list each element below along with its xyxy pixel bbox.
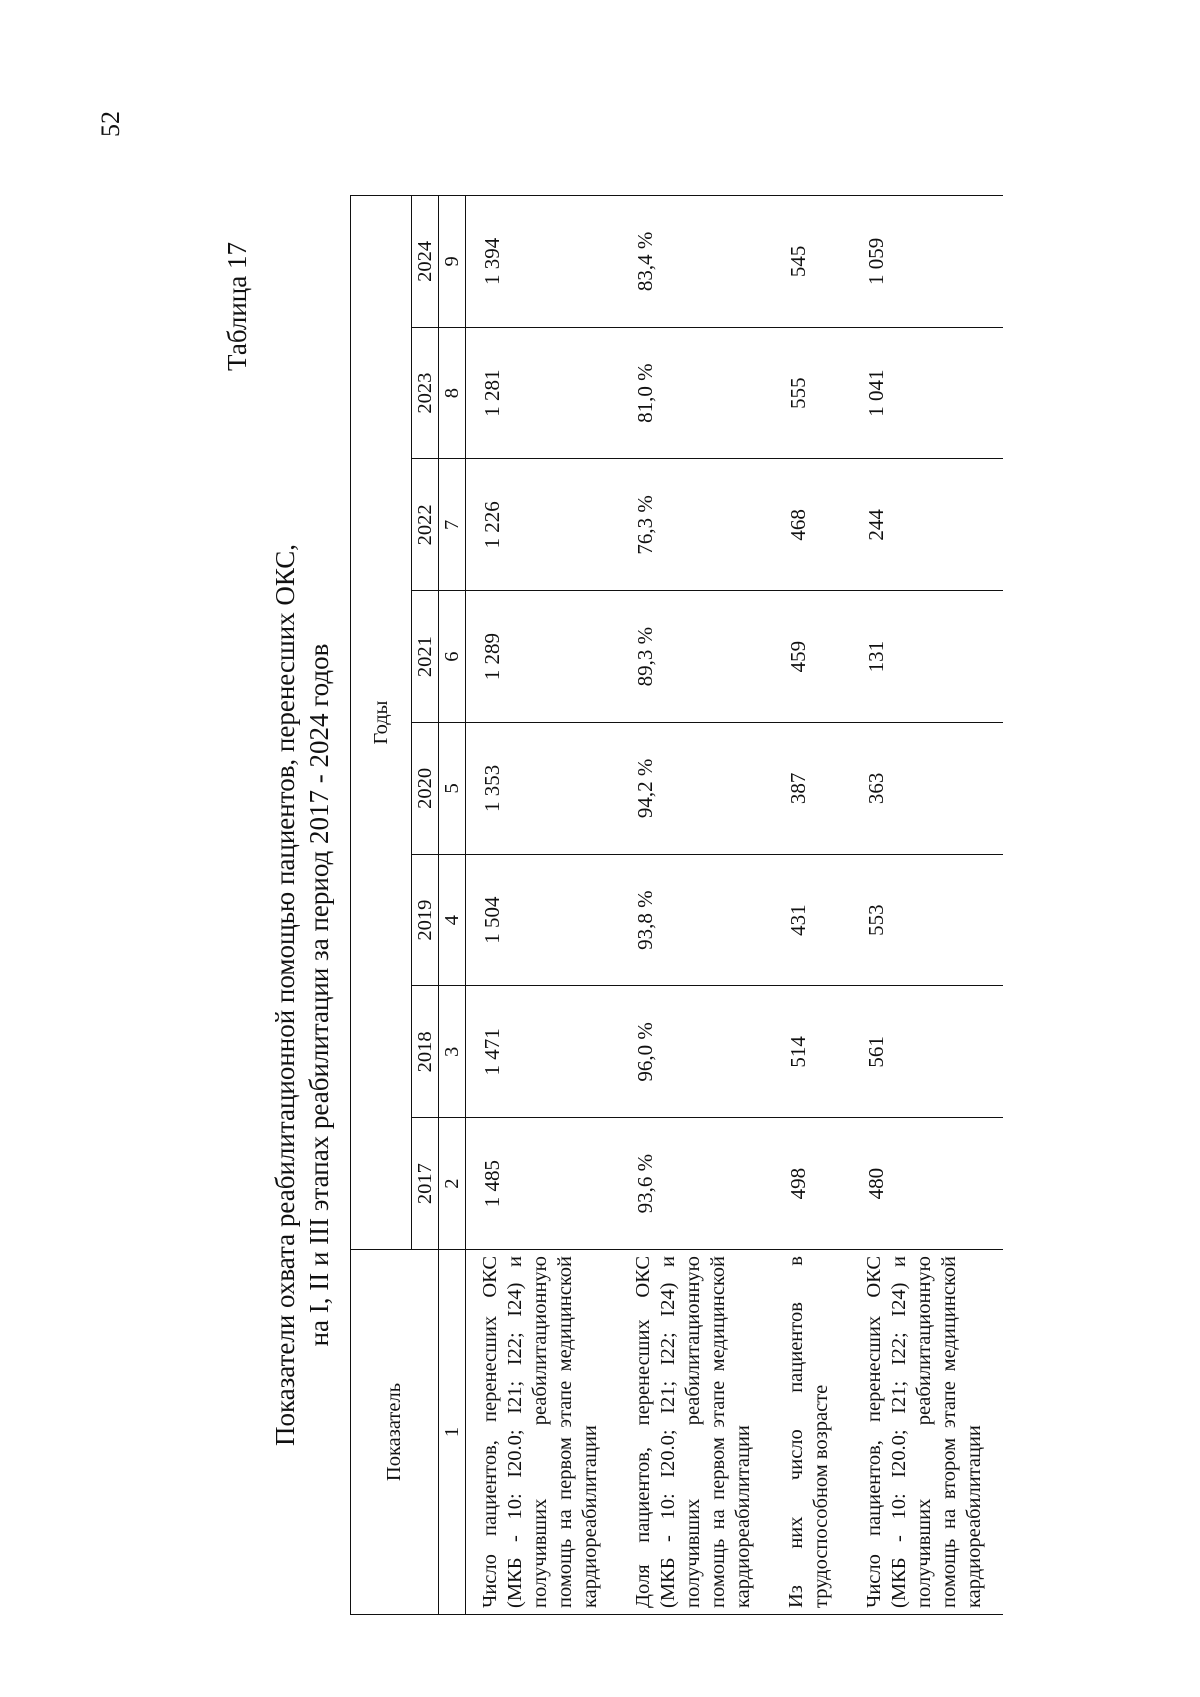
row-label: Число пациентов, перенесших ОКС (МКБ - 10: I20.0; I21; I22; I24) и получивших реабилитационную помощь на первом этапе медицинской кардиореабилитации <box>466 1250 620 1615</box>
year-header: 2019 <box>412 854 439 986</box>
row-label: Число пациентов, перенесших ОКС (МКБ - 10: I20.0; I21; I22; I24) и получивших реабилитационную помощь на втором этапе медицинской кардиореабилитации <box>850 1250 1003 1615</box>
years-header: Годы <box>351 196 412 1250</box>
table-cell: 1 226 <box>466 459 620 591</box>
column-number: 3 <box>439 986 466 1118</box>
table-cell: 244 <box>850 459 1003 591</box>
table-cell: 89,3 % <box>619 591 772 723</box>
table-cell: 93,6 % <box>619 1118 772 1250</box>
table-cell: 76,3 % <box>619 459 772 591</box>
table-cell: 468 <box>772 459 850 591</box>
table-cell: 459 <box>772 591 850 723</box>
table-row <box>619 196 772 1615</box>
indicator-header: Показатель <box>351 1250 439 1615</box>
year-header: 2018 <box>412 986 439 1118</box>
year-header: 2023 <box>412 327 439 459</box>
table-cell: 1 059 <box>850 196 1003 328</box>
title-line-1: Показатели охвата реабилитационной помощью пациентов, перенесших ОКС, <box>270 543 300 1447</box>
indicators-table <box>350 195 1003 1615</box>
row-label: Из них число пациентов в трудоспособном возрасте <box>772 1250 850 1615</box>
year-header: 2024 <box>412 196 439 328</box>
table-cell: 545 <box>772 196 850 328</box>
table-cell: 514 <box>772 986 850 1118</box>
table-row <box>850 196 1003 1615</box>
table-cell: 81,0 % <box>619 327 772 459</box>
table-cell: 1 394 <box>466 196 620 328</box>
table-cell: 498 <box>772 1118 850 1250</box>
table-cell: 561 <box>850 986 1003 1118</box>
table-cell: 1 281 <box>466 327 620 459</box>
table-cell: 1 289 <box>466 591 620 723</box>
title-line-2: на I, II и III этапах реабилитации за период 2017 - 2024 годов <box>304 643 334 1347</box>
year-header: 2017 <box>412 1118 439 1250</box>
row-label: Доля пациентов, перенесших ОКС (МКБ - 10: I20.0; I21; I22; I24) и получивших реабилитационную помощь на первом этапе медицинской кардиореабилитации <box>619 1250 772 1615</box>
table-row <box>466 196 620 1615</box>
table-cell: 1 041 <box>850 327 1003 459</box>
column-number: 2 <box>439 1118 466 1250</box>
table-cell: 1 353 <box>466 723 620 855</box>
column-number: 8 <box>439 327 466 459</box>
column-number: 1 <box>439 1250 466 1615</box>
table-label: Таблица 17 <box>222 242 252 371</box>
year-header: 2021 <box>412 591 439 723</box>
table-row <box>772 196 850 1615</box>
rotated-page-content <box>222 150 1042 1650</box>
year-header: 2020 <box>412 723 439 855</box>
column-number: 9 <box>439 196 466 328</box>
table-title <box>268 420 336 1570</box>
table-cell: 431 <box>772 854 850 986</box>
column-number: 6 <box>439 591 466 723</box>
table-cell: 1 485 <box>466 1118 620 1250</box>
table-cell: 83,4 % <box>619 196 772 328</box>
table-cell: 1 471 <box>466 986 620 1118</box>
table-cell: 553 <box>850 854 1003 986</box>
table-cell: 96,0 % <box>619 986 772 1118</box>
column-number: 7 <box>439 459 466 591</box>
column-number: 5 <box>439 723 466 855</box>
page-number: 52 <box>96 111 125 137</box>
table-cell: 363 <box>850 723 1003 855</box>
table-cell: 131 <box>850 591 1003 723</box>
table-cell: 94,2 % <box>619 723 772 855</box>
year-header: 2022 <box>412 459 439 591</box>
table-cell: 555 <box>772 327 850 459</box>
column-number: 4 <box>439 854 466 986</box>
table-cell: 480 <box>850 1118 1003 1250</box>
table-cell: 93,8 % <box>619 854 772 986</box>
table-cell: 1 504 <box>466 854 620 986</box>
table-cell: 387 <box>772 723 850 855</box>
